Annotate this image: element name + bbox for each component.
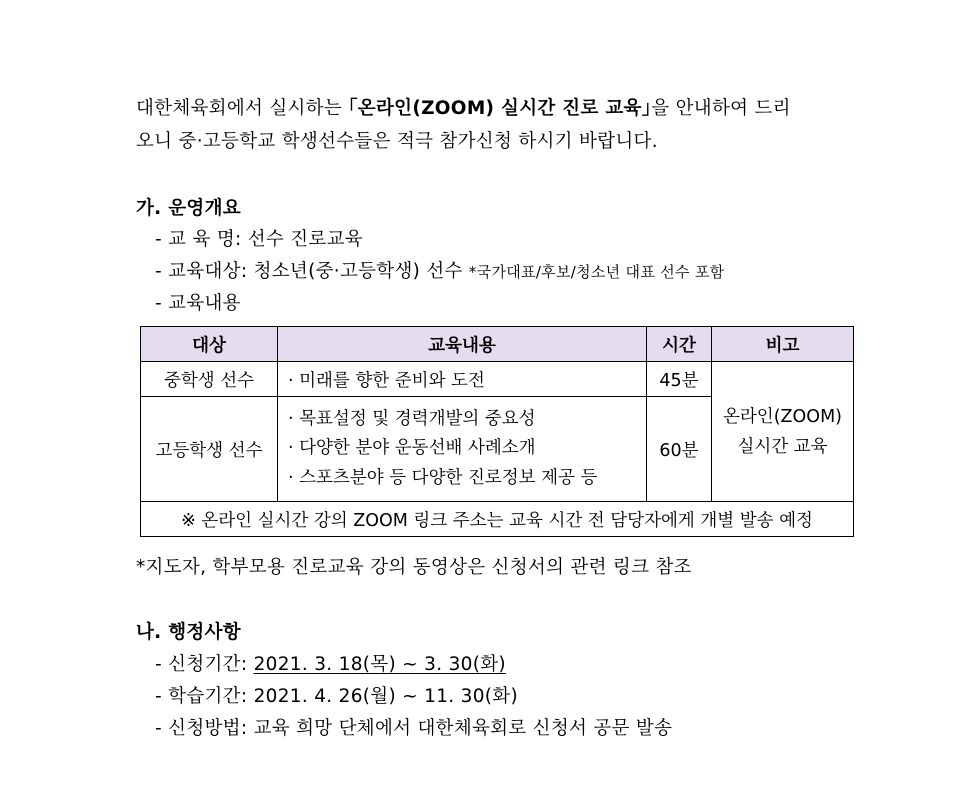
content-bullet: · 스포츠분야 등 다양한 진로정보 제공 등 <box>288 467 598 488</box>
row-target: 중학생 선수 <box>141 362 278 397</box>
item-label: - 교육대상: <box>155 261 254 282</box>
item-label: - 신청방법: <box>155 718 254 739</box>
row-target: 고등학생 선수 <box>141 397 278 502</box>
content-bullet: · 목표설정 및 경력개발의 중요성 <box>288 408 536 429</box>
item-label: - 교육내용 <box>155 293 241 314</box>
row-content <box>278 397 647 502</box>
table-footer-note: ※ 온라인 실시간 강의 ZOOM 링크 주소는 교육 시간 전 담당자에게 개별 발송 예정 <box>141 502 854 537</box>
intro-line-2: 오니 중·고등학교 학생선수들은 적극 참가신청 하시기 바랍니다. <box>136 131 658 152</box>
intro-line-1 <box>136 94 791 120</box>
course-name-item <box>155 225 363 251</box>
item-value: 청소년(중·고등학생) 선수 <box>253 261 469 282</box>
header-content: 교육내용 <box>278 327 647 362</box>
row-time: 45분 <box>647 362 712 397</box>
note-line: 실시간 교육 <box>737 436 828 457</box>
intro-program-title: ｢온라인(ZOOM) 실시간 진로 교육｣ <box>348 98 652 119</box>
note-line: 온라인(ZOOM) <box>722 406 842 427</box>
intro-text-continued: 을 안내하여 드리 <box>651 98 791 119</box>
section-a-heading: 가. 운영개요 <box>136 198 241 219</box>
section-b-heading: 나. 행정사항 <box>136 622 241 643</box>
header-note: 비고 <box>712 327 854 362</box>
target-item <box>155 257 724 283</box>
item-label: - 교 육 명: <box>155 229 248 250</box>
item-value: 교육 희망 단체에서 대한체육회로 신청서 공문 발송 <box>253 718 673 739</box>
item-value: 2021. 4. 26(월) ~ 11. 30(화) <box>253 686 518 707</box>
table-footer-row <box>141 502 854 537</box>
item-label: - 학습기간: <box>155 686 254 707</box>
row-content: · 미래를 향한 준비와 도전 <box>278 362 647 397</box>
table-header-row <box>141 327 854 362</box>
item-value: 선수 진로교육 <box>247 229 363 250</box>
content-bullet: · 다양한 분야 운동선배 사례소개 <box>288 438 536 459</box>
table-row <box>141 362 854 397</box>
item-label: - 신청기간: <box>155 654 254 675</box>
header-target: 대상 <box>141 327 278 362</box>
item-note: *국가대표/후보/청소년 대표 선수 포함 <box>468 263 725 281</box>
application-period-item <box>155 650 506 676</box>
header-time: 시간 <box>647 327 712 362</box>
education-table <box>140 326 854 537</box>
application-method-item <box>155 714 672 740</box>
footnote: *지도자, 학부모용 진로교육 강의 동영상은 신청서의 관련 링크 참조 <box>136 557 692 578</box>
content-item <box>155 289 241 315</box>
item-value: 2021. 3. 18(목) ~ 3. 30(화) <box>253 654 506 675</box>
row-time: 60분 <box>647 397 712 502</box>
intro-text: 대한체육회에서 실시하는 <box>136 98 349 119</box>
learning-period-item <box>155 682 518 708</box>
row-note <box>712 362 854 502</box>
